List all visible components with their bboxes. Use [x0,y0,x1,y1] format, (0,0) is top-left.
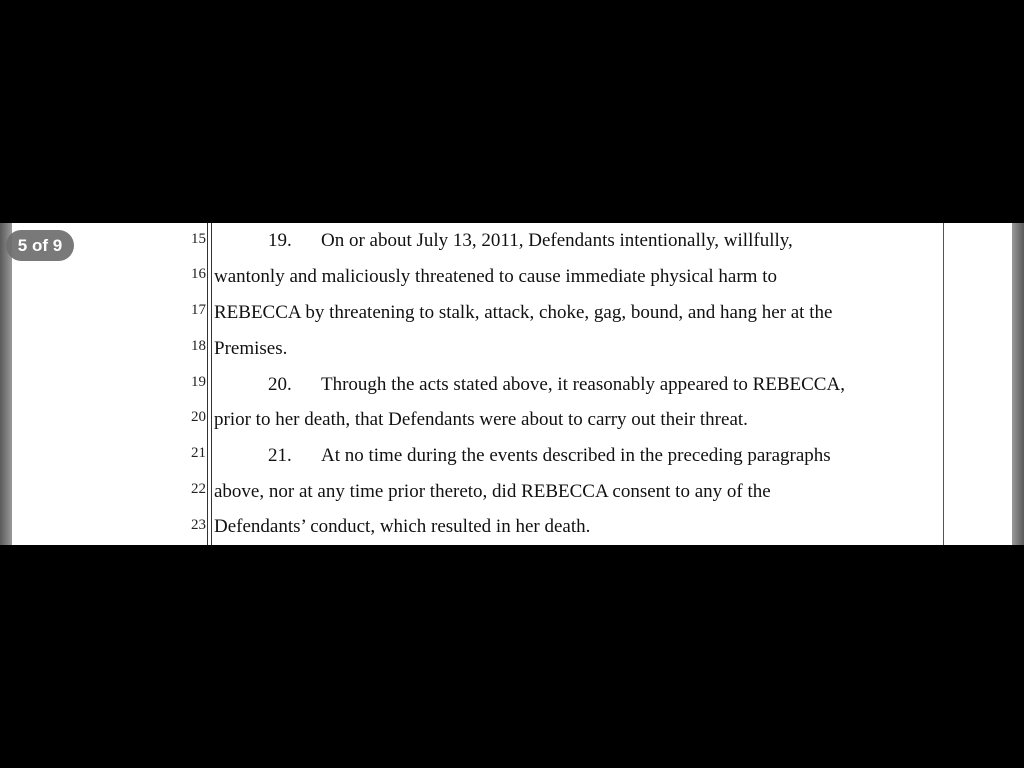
line-number: 21 [191,445,206,461]
text-line [268,445,831,467]
line-number: 16 [191,266,206,282]
text-line [214,481,771,503]
page-edge-right [1012,223,1024,545]
line-text: Premises. [214,338,288,359]
paragraph-number: 19. [268,230,292,251]
text-line [214,266,777,288]
line-text: REBECCA by threatening to stalk, attack, choke, gag, bound, and hang her at the [214,302,833,323]
line-number: 17 [191,302,206,318]
page-edge-left [0,223,12,545]
page-indicator-badge: 5 of 9 [6,230,74,261]
line-number: 18 [191,338,206,354]
document-page[interactable] [0,223,1024,545]
paragraph-number: 21. [268,445,292,466]
line-text: above, nor at any time prior thereto, did REBECCA consent to any of the [214,481,771,502]
margin-rule-right [943,223,944,545]
line-number-column [172,223,212,545]
line-text: On or about July 13, 2011, Defendants intentionally, willfully, [321,230,793,251]
line-number: 15 [191,231,206,247]
line-text: Through the acts stated above, it reasonably appeared to REBECCA, [321,374,845,395]
text-line [268,230,793,252]
pleading-paper [12,223,1012,545]
text-line [214,338,287,360]
line-number: 23 [191,517,206,533]
text-line [214,302,832,324]
line-number: 22 [191,481,206,497]
text-line [214,516,590,538]
margin-rule-left [207,223,208,545]
line-text: prior to her death, that Defendants were about to carry out their threat. [214,409,748,430]
line-text: Defendants’ conduct, which resulted in her death. [214,516,591,537]
line-text: wantonly and maliciously threatened to cause immediate physical harm to [214,266,777,287]
paragraph-number: 20. [268,374,292,395]
line-number: 19 [191,374,206,390]
text-line [268,374,845,396]
margin-rule-left-inner [211,223,212,545]
line-text: At no time during the events described in the preceding paragraphs [321,445,831,466]
line-number: 20 [191,409,206,425]
text-line [214,409,748,431]
